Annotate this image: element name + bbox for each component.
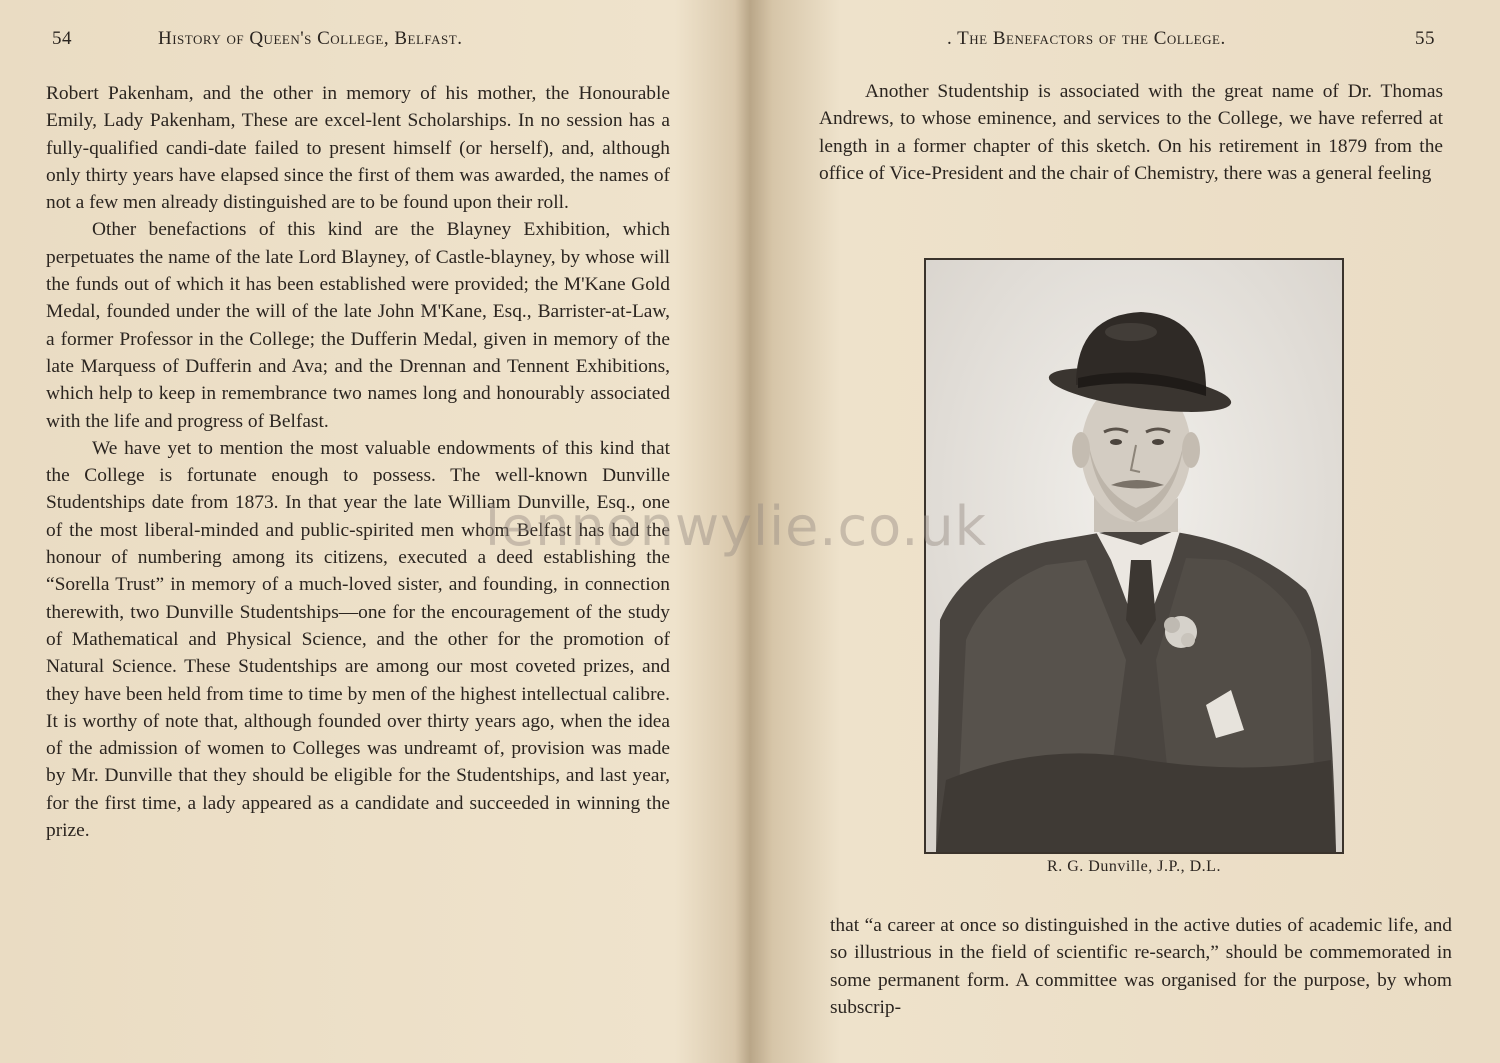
left-body-text — [46, 80, 670, 844]
left-paragraph-2: Other benefactions of this kind are the Blayney Exhibition, which perpetuates the name of the late Lord Blayney, of Castle-blayney, by whose will the funds out of which it has been established were provided; the M'Kane Gold Medal, founded under the will of the late John M'Kane, Esq., Barrister-at-Law, a former Professor in the College; the Dufferin Medal, given in memory of the late Marquess of Dufferin and Ava; and the Drennan and Tennent Exhibitions, which help to keep in remembrance two names long and honourably associated with the life and progress of Belfast. — [46, 219, 670, 432]
watermark-text: lennonwylie.co.uk — [485, 495, 987, 558]
right-paragraph-bottom: that “a career at once so distinguished in the active duties of academic life, and so illustrious in the field of scientific re-search,” should be commemorated in some permanent form. A committee was organised for the purpose, by whom subscrip- — [830, 915, 1452, 1018]
right-running-title: . The Benefactors of the College. — [947, 28, 1226, 49]
left-paragraph-3: We have yet to mention the most valuable endowments of this kind that the College is fortunate enough to possess. The well-known Dunville Studentships date from 1873. In that year the late William Dunville, Esq., one of the most liberal-minded and public-spirited men whom Belfast has had the honour of numbering among its citizens, executed a deed establishing the “Sorella Trust” in memory of a much-loved sister, and founding, in connection therewith, two Dunville Studentships—one for the encouragement of the study of Mathematical and Physical Science, and the other for the promotion of Natural Science. These Studentships are among our most coveted prizes, and they have been held from time to time by men of the highest intellectual calibre. It is worthy of note that, although founded over thirty years ago, when the idea of the admission of women to Colleges was undreamt of, provision was made by Mr. Dunville that they should be eligible for the Studentships, and last year, for the first time, a lady appeared as a candidate and succeeded in winning the prize. — [46, 437, 670, 842]
portrait-illustration — [926, 260, 1342, 852]
left-paragraph-1: Robert Pakenham, and the other in memory of his mother, the Honourable Emily, Lady Pakenham, These are excel-lent Scholarships. In no session has a fully-qualified candi-date failed to present himself (or herself), and, although only thirty years have elapsed since the first of them was awarded, the names of not a few men already distinguished are to be found upon their roll. — [46, 83, 670, 214]
right-paragraph-top: Another Studentship is associated with the great name of Dr. Thomas Andrews, to whose eminence, and services to the College, we have referred at length in a former chapter of this sketch. On his retirement in 1879 from the office of Vice-President and the chair of Chemistry, there was a general feeling — [819, 81, 1443, 184]
portrait-caption: R. G. Dunville, J.P., D.L. — [1047, 858, 1221, 875]
portrait-photograph — [924, 258, 1344, 854]
right-body-text-bottom — [830, 912, 1452, 1021]
left-running-title: History of Queen's College, Belfast. — [158, 28, 463, 49]
right-body-text-top — [819, 78, 1443, 187]
left-page-number: 54 — [52, 28, 72, 49]
right-page-number: 55 — [1415, 28, 1435, 49]
